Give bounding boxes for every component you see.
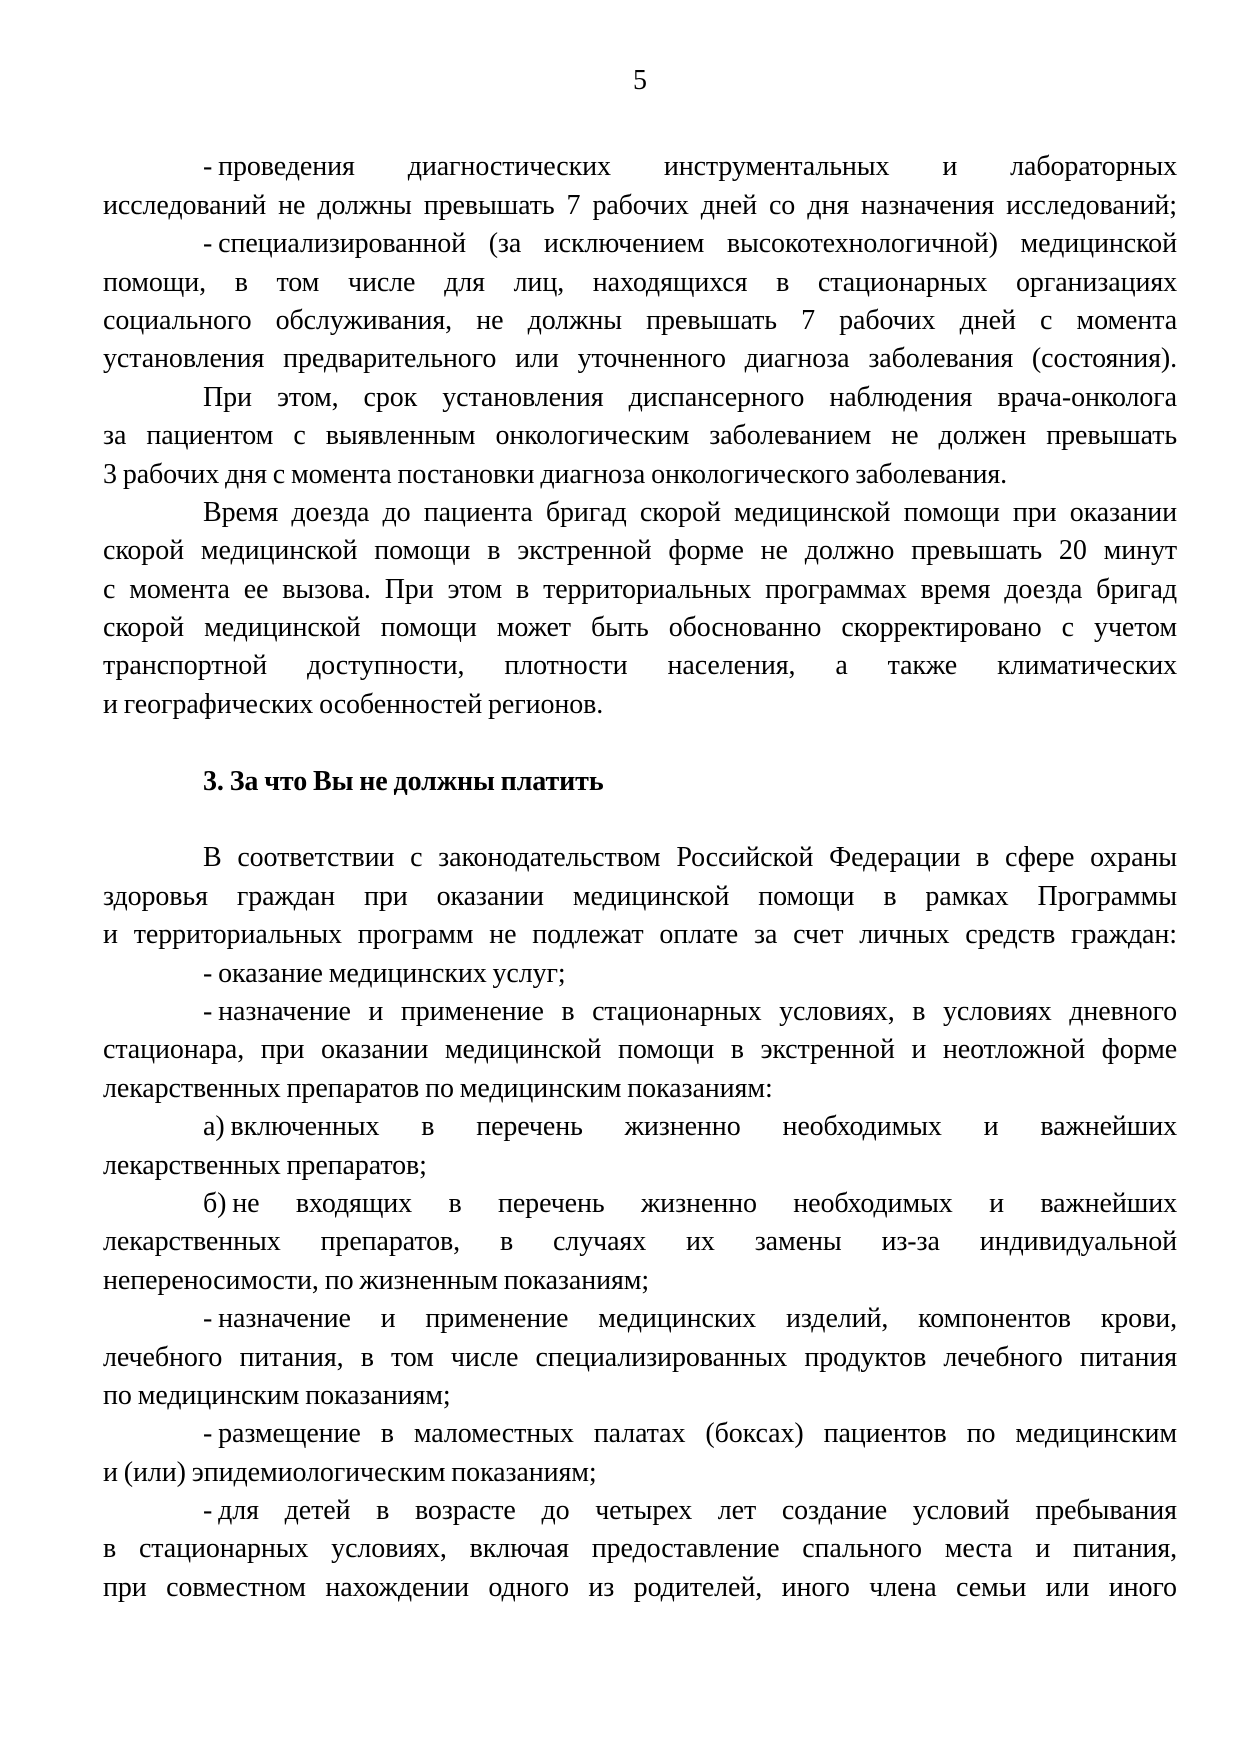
text-line: и (или) эпидемиологическим показаниям; bbox=[103, 1456, 597, 1488]
text-line: - проведения диагностических инструментальных и лабораторных bbox=[103, 148, 1177, 186]
text-line: - оказание медицинских услуг; bbox=[103, 955, 1177, 993]
list-marker-group: - для bbox=[203, 1495, 259, 1527]
text-line: лекарственных препаратов; bbox=[103, 1149, 427, 1181]
text-line: непереносимости, по жизненным показаниям; bbox=[103, 1264, 650, 1296]
paragraph bbox=[103, 993, 1177, 1108]
text-line: - размещение в маломестных палатах (боксах) пациентов по медицинским bbox=[103, 1415, 1177, 1453]
text-line: транспортной доступности, плотности населения, а также климатических bbox=[103, 650, 1177, 682]
text-line: стационара, при оказании медицинской помощи в экстренной и неотложной форме bbox=[103, 1034, 1177, 1066]
list-marker-group: - проведения bbox=[203, 151, 355, 183]
page-number: 5 bbox=[633, 65, 647, 96]
text-line: - назначение и применение медицинских изделий, компонентов крови, bbox=[103, 1300, 1177, 1338]
section-heading bbox=[103, 763, 1177, 801]
paragraph bbox=[103, 225, 1177, 379]
text-line: с момента ее вызова. При этом в территориальных программах время доезда бригад bbox=[103, 573, 1177, 605]
text-line: лекарственных препаратов по медицинским показаниям: bbox=[103, 1072, 773, 1104]
list-marker-group: б) не bbox=[203, 1187, 260, 1219]
text-line: В соответствии с законодательством Российской Федерации в сфере охраны bbox=[203, 842, 1177, 874]
text-line: в стационарных условиях, включая предоставление спального места и питания, bbox=[103, 1533, 1177, 1565]
text-line: лекарственных препаратов, в случаях их замены из-за индивидуальной bbox=[103, 1226, 1177, 1258]
text-line: и территориальных программ не подлежат оплате за счет личных средств граждан: bbox=[103, 919, 1177, 951]
paragraph bbox=[103, 839, 1177, 954]
list-marker-group: - назначение bbox=[203, 1303, 351, 1335]
document-body bbox=[103, 148, 1177, 1607]
text-line: при совместном нахождении одного из родителей, иного члена семьи или иного bbox=[103, 1571, 1177, 1603]
text-line: скорой медицинской помощи может быть обоснованно скорректировано с учетом bbox=[103, 612, 1177, 644]
text-line: лечебного питания, в том числе специализированных продуктов лечебного питания bbox=[103, 1341, 1177, 1373]
list-marker-group: - специализированной bbox=[203, 228, 467, 260]
paragraph bbox=[103, 379, 1177, 494]
text-line: - назначение и применение в стационарных условиях, в условиях дневного bbox=[103, 993, 1177, 1031]
paragraph bbox=[103, 148, 1177, 225]
paragraph bbox=[103, 1492, 1177, 1607]
text-line: - для детей в возрасте до четырех лет создание условий пребывания bbox=[103, 1492, 1177, 1530]
paragraph bbox=[103, 955, 1177, 993]
text-line: исследований не должны превышать 7 рабочих дней со дня назначения исследований; bbox=[103, 189, 1177, 221]
text-line: Время доезда до пациента бригад скорой медицинской помощи при оказании bbox=[203, 496, 1177, 528]
paragraph bbox=[103, 494, 1177, 724]
text-line: и географических особенностей регионов. bbox=[103, 688, 604, 720]
text-line: 3. За что Вы не должны платить bbox=[203, 765, 604, 797]
text-line: установления предварительного или уточненного диагноза заболевания (состояния). bbox=[103, 343, 1177, 375]
list-marker-group: - назначение bbox=[203, 996, 351, 1027]
text-line: а) включенных в перечень жизненно необходимых и важнейших bbox=[103, 1108, 1177, 1146]
list-marker-group: - размещение bbox=[203, 1418, 361, 1450]
list-marker-group: а) включенных bbox=[203, 1111, 380, 1143]
list-marker-group: - оказание bbox=[203, 957, 323, 989]
paragraph bbox=[103, 1108, 1177, 1185]
text-line: 3 рабочих дня с момента постановки диагноза онкологического заболевания. bbox=[103, 458, 1008, 490]
text-line: за пациентом с выявленным онкологическим заболеванием не должен превышать bbox=[103, 420, 1177, 452]
text-line: - специализированной (за исключением высокотехнологичной) медицинской bbox=[103, 225, 1177, 263]
paragraph bbox=[103, 1185, 1177, 1300]
text-line: по медицинским показаниям; bbox=[103, 1379, 451, 1411]
text-line: помощи, в том числе для лиц, находящихся в стационарных организациях bbox=[103, 266, 1177, 298]
text-line: При этом, срок установления диспансерного наблюдения врача-онколога bbox=[203, 381, 1177, 413]
paragraph bbox=[103, 1300, 1177, 1415]
text-line: скорой медицинской помощи в экстренной форме не должно превышать 20 минут bbox=[103, 535, 1177, 567]
text-line: социального обслуживания, не должны превышать 7 рабочих дней с момента bbox=[103, 304, 1177, 336]
text-line: здоровья граждан при оказании медицинской помощи в рамках Программы bbox=[103, 880, 1177, 912]
text-line: б) не входящих в перечень жизненно необходимых и важнейших bbox=[103, 1185, 1177, 1223]
paragraph bbox=[103, 1415, 1177, 1492]
